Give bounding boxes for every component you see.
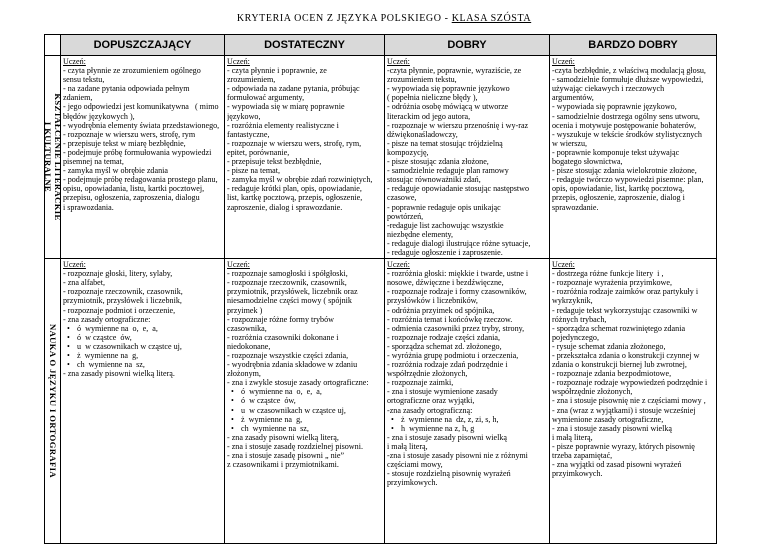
criteria-line: literackim od jego autora,: [387, 111, 471, 121]
criteria-line: pisemnej na temat,: [63, 157, 124, 167]
criteria-line: - samodzielnie dostrzega ogólny sens utworu,: [552, 111, 700, 121]
criteria-line: opis, opowiadanie, list, kartkę pocztową,: [552, 184, 685, 194]
criteria-line: - zna i stosuje zasady pisowni wielką: [387, 432, 508, 442]
criteria-line: - samodzielnie redaguje plan ramowy: [387, 166, 509, 176]
criteria-line: - wypowiada się poprawnie językowo,: [552, 102, 677, 112]
criteria-line: nosowe, dźwięczne i bezdźwięczne,: [387, 278, 504, 288]
criteria-line: - zna i zwykle stosuje zasady ortograficzne:: [227, 378, 369, 388]
bullet-item: • u w czasownikach w cząstce uj,: [227, 406, 382, 415]
bullet-item: • ch wymienne na sz,: [227, 424, 382, 433]
criteria-line: - rozpoznaje wyrażenia przyimkowe,: [552, 278, 672, 288]
criteria-line: -redaguje list zachowując wszystkie: [387, 220, 504, 230]
criteria-line: - zna i stosuje zasadę rozdzielnej pisowni.: [227, 441, 363, 451]
criteria-line: -czyta płynnie, poprawnie, wyraziście, ze: [387, 66, 522, 76]
criteria-line: trzeba zapamiętać,: [552, 451, 613, 461]
criteria-line: - redaguje ogłoszenie i zaproszenie.: [387, 247, 503, 257]
criteria-cell: [225, 56, 385, 259]
bullet-item: • u w czasownikach w cząstce uj,: [63, 342, 222, 351]
section-label-line: NAUKA O JĘZYKU I ORTOGRAFIA: [47, 324, 58, 479]
criteria-line: -zna zasady ortograficzną:: [387, 405, 473, 415]
criteria-line: - podejmuje próbę redagowania prostego planu,: [63, 175, 218, 185]
column-header: DOPUSZCZAJĄCY: [61, 35, 225, 56]
criteria-line: ( popełnia nieliczne błędy ),: [387, 93, 478, 103]
criteria-line: ortograficzne oraz wyjątki,: [387, 396, 475, 406]
criteria-line: - rozpoznaje rzeczownik, czasownik,: [227, 278, 347, 288]
criteria-line: dźwiękonaśladowczy,: [387, 129, 458, 139]
criteria-line: opisu, opowiadania, listu, kartki pocztowej,: [63, 184, 205, 194]
criteria-cell: [61, 259, 225, 544]
criteria-line: zrozumieniem,: [227, 75, 276, 85]
criteria-line: - rozpoznaje głoski, litery, sylaby,: [63, 269, 173, 279]
criteria-line: zaproszenie, dialog i sprawozdanie.: [227, 202, 343, 212]
criteria-line: - zna wyjątki od zasad pisowni wyrażeń: [552, 460, 682, 470]
criteria-line: - rozróżnia elementy realistyczne i: [227, 120, 339, 130]
criteria-line: - przepisuje tekst bezbłędnie,: [227, 157, 322, 167]
criteria-line: współrzędnie złożonych,: [552, 387, 633, 397]
criteria-line: - rozróżnia głoski: miękkie i twarde, ustne i: [387, 269, 529, 279]
criteria-line: - przepisuje tekst w miarę bezbłędnie,: [63, 138, 186, 148]
criteria-line: przyimkowych.: [552, 469, 603, 479]
column-header: BARDZO DOBRY: [550, 35, 717, 56]
criteria-line: stosując równoważniki zdań,: [387, 175, 481, 185]
criteria-line: fantastyczne,: [227, 129, 270, 139]
bullet-item: • ó wymienne na o, e, a,: [63, 324, 222, 333]
criteria-line: - pisze na temat,: [227, 166, 281, 176]
criteria-line: zrozumieniem tekstu,: [387, 75, 457, 85]
criteria-line: kompozycję,: [387, 147, 429, 157]
criteria-line: przyimek ): [227, 305, 263, 315]
criteria-line: - wyodrębnia zdania składowe w zdaniu: [227, 360, 358, 370]
criteria-line: częściami mowy,: [387, 460, 443, 470]
criteria-line: sensu tekstu,: [63, 75, 105, 85]
cell-heading: Uczeń:: [387, 57, 410, 66]
criteria-line: - rozróżnia rodzaje zdań podrzędnie i: [387, 360, 508, 370]
criteria-line: - zna (wraz z wyjątkami) i stosuje wcześniej: [552, 405, 696, 415]
criteria-line: formułować argumenty,: [227, 93, 305, 103]
criteria-line: niezbędne elementy,: [387, 229, 453, 239]
criteria-line: - rozpoznaje samogłoski i spółgłoski,: [227, 269, 348, 279]
criteria-line: - zna zasady ortograficzne:: [63, 314, 151, 324]
criteria-line: - samodzielnie formułuje dłuższe wypowiedzi,: [552, 75, 704, 85]
criteria-line: powtórzeń,: [387, 211, 424, 221]
criteria-cell: [385, 56, 550, 259]
criteria-line: - pisze na temat stosując trójdzielną: [387, 138, 503, 148]
criteria-line: przepisu, ogłoszenia, zaproszenia, dialogu: [63, 193, 200, 203]
criteria-line: i małą literą,: [552, 432, 593, 442]
criteria-line: - rozpoznaje rodzaje części zdania,: [387, 332, 501, 342]
cell-heading: Uczeń:: [552, 260, 575, 270]
criteria-line: - rozpoznaje różne formy trybów: [227, 314, 334, 324]
criteria-line: przymiotnik, przysłówek i liczebnik,: [63, 296, 182, 306]
criteria-line: - rozpoznaje w wierszu wers, strofę, rym: [63, 129, 196, 139]
criteria-line: - rozpoznaje wszystkie części zdania,: [227, 351, 349, 360]
criteria-line: - wypowiada się w miarę poprawnie: [227, 102, 345, 112]
criteria-line: wymienione zasady ortograficzne,: [552, 414, 664, 424]
criteria-line: - rozpoznaje podmiot i orzeczenie,: [63, 305, 176, 315]
criteria-line: i sprawozdania.: [63, 202, 114, 212]
criteria-line: - zamyka myśl w obrębie zdań rozwiniętych,: [227, 175, 373, 185]
criteria-line: -zna i stosuje zasady pisowni nie z różnymi: [387, 451, 528, 461]
column-header: DOBRY: [385, 35, 550, 56]
criteria-line: przepis, ogłoszenie, zaproszenie, dialog i: [552, 193, 685, 203]
cell-heading: Uczeń:: [227, 260, 250, 270]
criteria-line: - sporządza schemat rozwiniętego zdania: [552, 323, 686, 333]
criteria-cell: [385, 259, 550, 544]
criteria-line: - odpowiada na zadane pytania, próbując: [227, 84, 360, 94]
criteria-cell: [550, 259, 717, 544]
criteria-line: argumentów,: [552, 93, 594, 103]
criteria-line: ocenia i motywuje postępowanie bohaterów,: [552, 120, 696, 130]
criteria-line: zdania o konstrukcji biernej lub zwrotnej,: [552, 360, 687, 370]
criteria-cell: [61, 56, 225, 259]
criteria-line: - przekształca zdania o konstrukcji czynnej w: [552, 351, 700, 360]
criteria-line: bogatego słownictwa,: [552, 157, 623, 167]
criteria-line: - sporządza schemat zd. złożonego,: [387, 341, 502, 351]
criteria-line: przysłówków i liczebników,: [387, 296, 478, 306]
criteria-line: pojedynczego,: [552, 332, 599, 342]
criteria-line: i małą literą,: [387, 441, 428, 451]
criteria-line: przyimkowych.: [387, 478, 438, 488]
criteria-line: - zna zasady pisowni wielką literą,: [227, 432, 339, 442]
criteria-line: - na zadane pytania odpowiada pełnym: [63, 84, 190, 94]
criteria-line: przymiotnik, przysłówek, liczebnik oraz: [227, 287, 358, 297]
criteria-line: błędów językowych ),: [63, 111, 135, 121]
criteria-line: - redaguje tekst wykorzystując czasowniki w: [552, 305, 698, 315]
criteria-line: używając ciekawych i rzeczowych: [552, 84, 665, 94]
criteria-line: - odmienia czasowniki przez tryby, strony,: [387, 323, 525, 333]
criteria-line: - rozpoznaje zdania bezpodmiotowe,: [552, 369, 672, 379]
bullet-item: • ó w cząstce ów,: [63, 333, 222, 342]
criteria-line: - czyta płynnie ze zrozumieniem ogólnego: [63, 66, 201, 76]
criteria-line: - rozróżnia temat i końcówkę rzeczow.: [387, 314, 513, 324]
cell-heading: Uczeń:: [387, 260, 410, 270]
criteria-line: współrzędnie złożonych,: [387, 369, 468, 379]
bullet-item: • ż wymienne na g,: [227, 415, 382, 424]
criteria-line: różnych trybach,: [552, 314, 607, 324]
section-label-line: I KULTURALNE: [42, 121, 53, 193]
criteria-line: niesamodzielne części mowy ( spójnik: [227, 296, 352, 306]
criteria-line: - redaguje twórczo wypowiedzi pisemne: plan,: [552, 175, 704, 185]
criteria-line: czasowe,: [387, 193, 417, 203]
cell-heading: Uczeń:: [63, 260, 86, 270]
criteria-line: - rozpoznaje w wierszu przenośnię i wy-raz: [387, 120, 529, 130]
cell-heading: Uczeń:: [63, 57, 86, 66]
criteria-cell: [550, 56, 717, 259]
criteria-line: niedokonane,: [227, 341, 271, 351]
cell-heading: Uczeń:: [227, 57, 250, 66]
criteria-line: - poprawnie redaguje opis unikając: [387, 202, 501, 212]
criteria-line: - rozpoznaje rodzaje wypowiedzeń podrzędnie i: [552, 378, 708, 388]
section-label: [45, 259, 61, 544]
criteria-line: - wyodrębnia elementy świata przedstawionego,: [63, 120, 220, 130]
criteria-line: językowo,: [227, 111, 261, 121]
criteria-line: - wypowiada się poprawnie językowo: [387, 84, 510, 94]
criteria-line: - odróżnia przyimek od spójnika,: [387, 305, 495, 315]
bullet-item: • h wymienne na z, h, g: [387, 424, 547, 433]
criteria-line: czasownika,: [227, 323, 267, 333]
criteria-line: - rysuje schemat zdania złożonego,: [552, 341, 666, 351]
criteria-line: zdaniem,: [63, 93, 93, 103]
criteria-line: - zna i stosuje wymienione zasady: [387, 387, 498, 397]
section-label: [42, 56, 63, 259]
criteria-line: wykrzyknik,: [552, 296, 593, 306]
criteria-line: - rozpoznaje rzeczownik, czasownik,: [63, 287, 183, 297]
criteria-line: - pisze poprawnie wyrazy, których pisownię: [552, 441, 695, 451]
column-header: DOSTATECZNY: [225, 35, 385, 56]
bullet-item: • ó w cząstce ów,: [227, 396, 382, 405]
criteria-line: z czasownikami i przymiotnikami.: [227, 460, 339, 470]
corner-cell: [45, 35, 61, 56]
bullet-item: • ch wymienne na sz,: [63, 360, 222, 369]
criteria-line: - dostrzega różne funkcje litery i ,: [552, 269, 664, 279]
criteria-line: - rozpoznaje zaimki,: [387, 378, 454, 388]
criteria-line: - zna i stosuje zasady pisowni wielką: [552, 423, 673, 433]
criteria-line: -czyta bezbłędnie, z właściwą modulacją głosu,: [552, 66, 706, 76]
criteria-line: - czyta płynnie i poprawnie, ze: [227, 66, 327, 76]
criteria-line: - redaguje opowiadanie stosując następstwo: [387, 184, 530, 194]
criteria-line: - rozróżnia rodzaje zaimków oraz partykuły i: [552, 287, 699, 297]
criteria-line: - pisze stosując zdania wielokrotnie złożone,: [552, 166, 697, 176]
criteria-line: epitet, porównanie,: [227, 147, 290, 157]
criteria-line: - podejmuje próbę formułowania wypowiedzi: [63, 147, 212, 157]
criteria-line: - rozróżnia czasowniki dokonane i: [227, 332, 339, 342]
criteria-line: - rozpoznaje w wierszu wers, strofę, rym,: [227, 138, 362, 148]
criteria-line: - poprawnie komponuje tekst używając: [552, 147, 680, 157]
criteria-line: - redaguje krótki plan, opis, opowiadanie,: [227, 184, 362, 194]
bullet-item: • ż wymienne na dz, z, zi, s, h,: [387, 415, 547, 424]
criteria-line: - odróżnia osobę mówiącą w utworze: [387, 102, 509, 112]
criteria-line: - rozpoznaje rodzaje i formy czasowników,: [387, 287, 527, 297]
criteria-line: - zamyka myśl w obrębie zdania: [63, 166, 168, 176]
cell-heading: Uczeń:: [552, 57, 575, 66]
bullet-item: • ż wymienne na g,: [63, 351, 222, 360]
criteria-line: - zna i stosuje zasadę pisowni „ nie”: [227, 451, 345, 461]
criteria-line: - jego odpowiedzi jest komunikatywna ( mimo: [63, 102, 219, 112]
criteria-line: sprawozdanie.: [552, 202, 599, 212]
criteria-line: w wierszu,: [552, 138, 588, 148]
criteria-line: - zna alfabet,: [63, 278, 106, 288]
criteria-line: - wyszukuje w tekście środków stylistycznych: [552, 129, 702, 139]
criteria-line: list, kartkę pocztową, przepis, ogłoszenie,: [227, 193, 363, 203]
criteria-line: - redaguje dialogi ilustrujące różne sytuacje,: [387, 238, 531, 248]
bullet-item: • ó wymienne na o, e, a,: [227, 387, 382, 396]
section-label-line: KSZTAŁCENIE LITERACKIE: [52, 93, 63, 221]
criteria-cell: [225, 259, 385, 544]
criteria-table: [44, 34, 717, 544]
criteria-line: złożonym,: [227, 369, 261, 379]
criteria-line: - stosuje rozdzielną pisownię wyrażeń: [387, 469, 511, 479]
criteria-line: - zna i stosuje pisownię nie z częściami mowy ,: [552, 396, 706, 406]
criteria-line: - pisze stosując zdania złożone,: [387, 157, 489, 167]
page-title: KRYTERIA OCEN Z JĘZYKA POLSKIEGO - KLASA SZÓSTA: [236, 13, 532, 24]
criteria-line: - zna zasady pisowni wielką literą.: [63, 369, 175, 379]
criteria-line: - wyróżnia grupę podmiotu i orzeczenia,: [387, 351, 519, 360]
